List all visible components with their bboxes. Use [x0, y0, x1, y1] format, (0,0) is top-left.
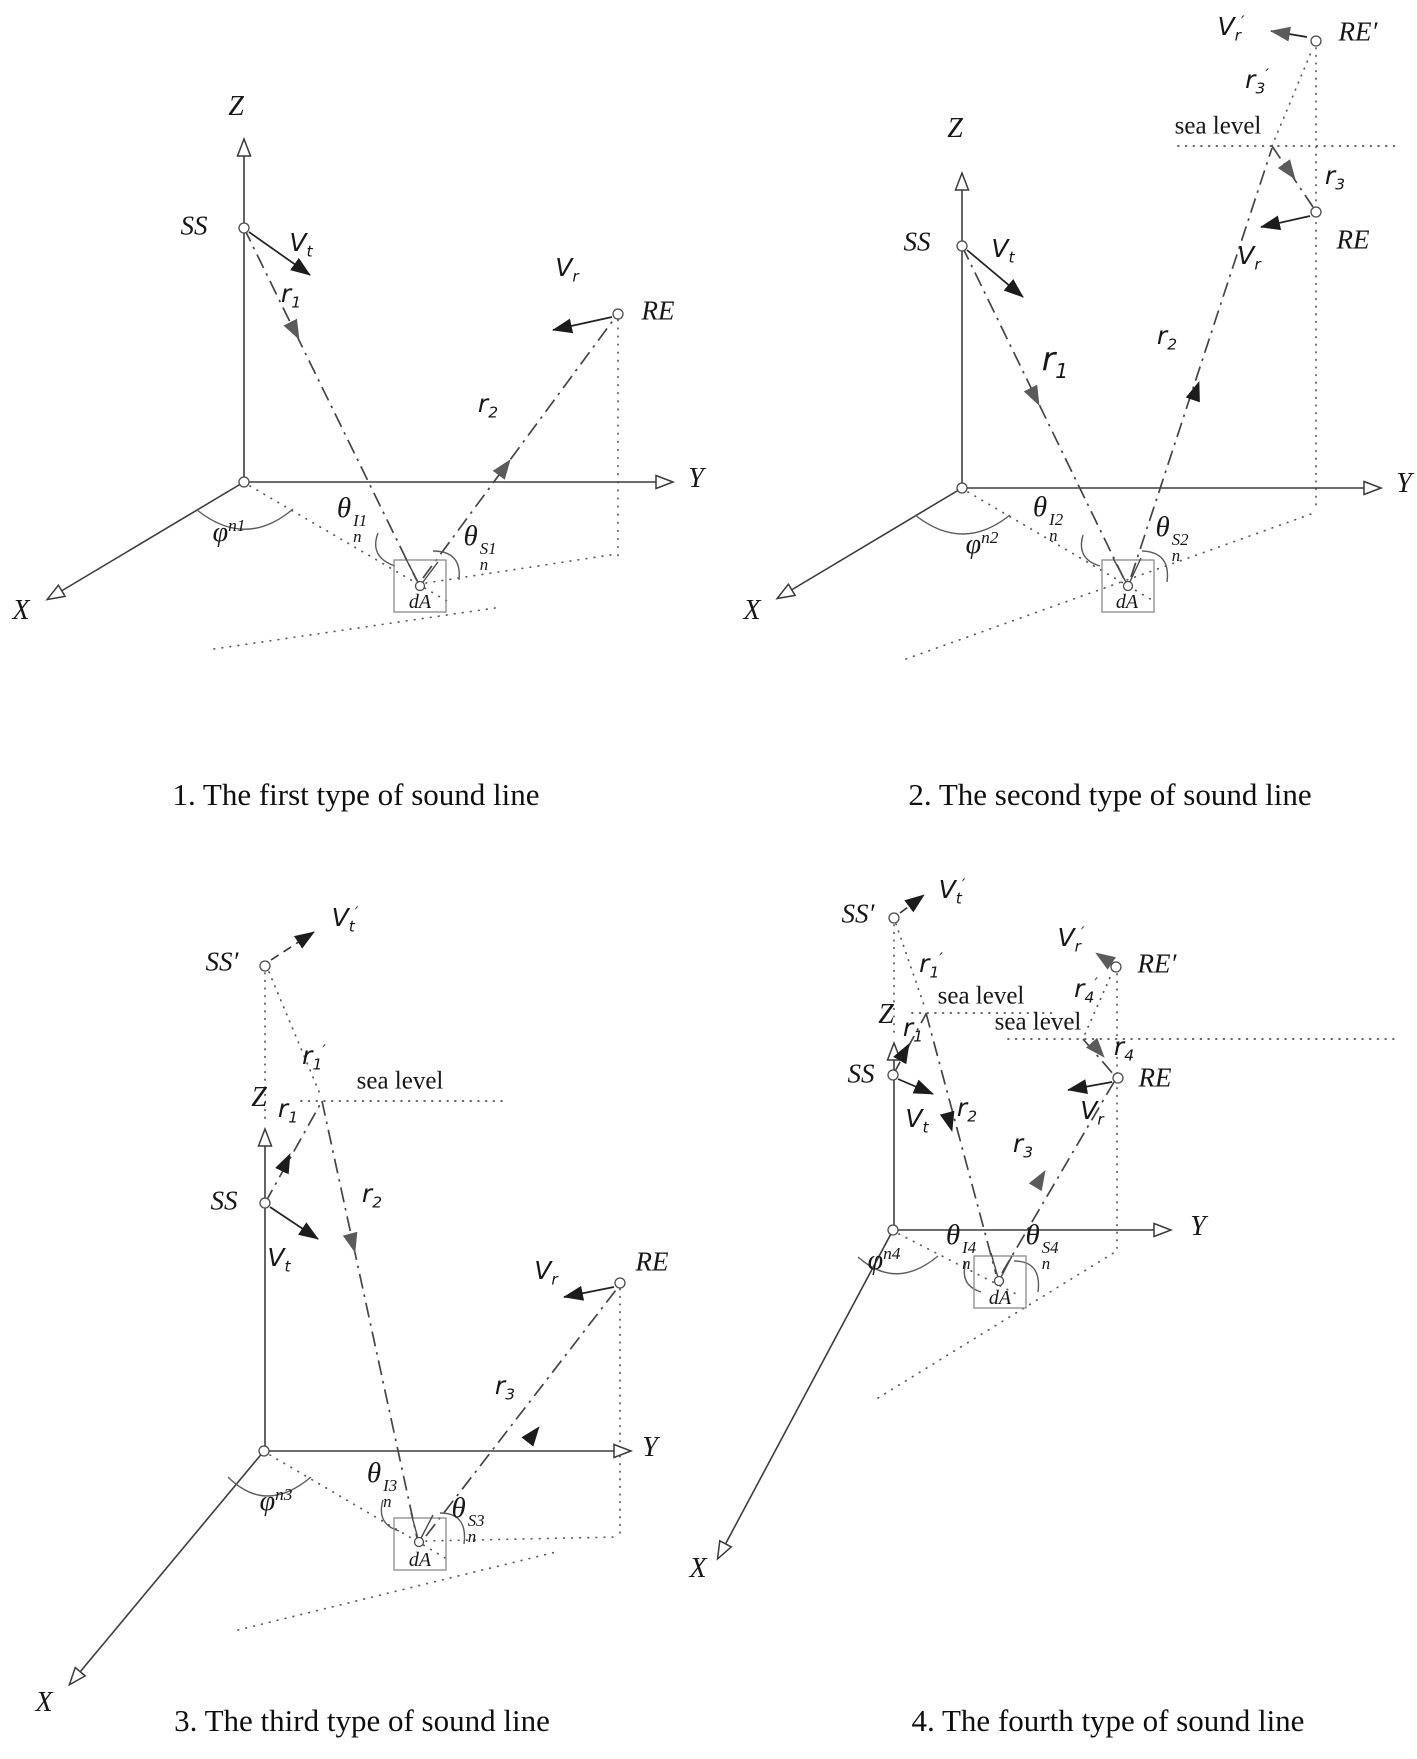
- first-type-theta-i1-label: θ I1 n: [336, 491, 368, 546]
- ray-r2-arrowhead: [348, 1226, 355, 1252]
- second-type-vr-label: $V_r$: [1237, 241, 1261, 274]
- x-axis: [70, 1451, 264, 1684]
- third-type-r3-label: $r_3$: [494, 1371, 516, 1404]
- caption-first-type: 1. The first type of sound line: [172, 777, 540, 812]
- vector-vr-prime: [1096, 953, 1108, 961]
- caption-second-type: 2. The second type of sound line: [908, 777, 1312, 812]
- ss-prime-point: [260, 961, 270, 971]
- fourth-type-ss-label: SS: [847, 1058, 875, 1089]
- vector-vr: [553, 317, 612, 330]
- x-axis: [778, 488, 962, 598]
- third-type-r2-label: $r_2$: [361, 1179, 383, 1212]
- first-type-r2-label: $r_2$: [477, 389, 499, 422]
- ray-r1-arrowhead: [281, 1154, 290, 1173]
- ray-r1-arrowhead: [286, 314, 299, 339]
- fourth-type-da-label: dA: [988, 1287, 1012, 1309]
- ss-prime-point: [889, 913, 899, 923]
- third-type-sea-level-label: sea level: [356, 1067, 444, 1095]
- re-prime-point: [1111, 962, 1121, 972]
- angle-theta-i-arc: [376, 533, 395, 566]
- x-axis: [718, 1230, 893, 1558]
- first-type-ss-label: SS: [180, 210, 208, 241]
- third-type-r1-prime-label: $r_1'$: [302, 1041, 326, 1074]
- third-type-phi-n3-label: $\varphi^{n3}$: [259, 1485, 293, 1517]
- fourth-type-r1-label: $r_1$: [902, 1013, 924, 1046]
- fourth-type-vr-prime-label: $V_r'$: [1057, 923, 1085, 956]
- vector-vt-prime: [900, 895, 924, 913]
- second-type-re-prime-label: RE′: [1338, 16, 1378, 47]
- da-point: [415, 1538, 424, 1547]
- da-point: [995, 1277, 1004, 1286]
- third-type-y-axis-label: Y: [642, 1432, 658, 1463]
- ray-r4: [1083, 1039, 1114, 1075]
- second-type-y-axis-label: Y: [1396, 468, 1412, 499]
- fourth-type-sea-level-1-label: sea level: [937, 982, 1025, 1010]
- ray-r2-arrowhead: [496, 460, 510, 479]
- re-point: [615, 1278, 625, 1288]
- re-point: [1113, 1073, 1123, 1083]
- vector-vr: [564, 1287, 614, 1297]
- fourth-type-vt-label: $V_t$: [905, 1104, 929, 1137]
- first-type-x-axis-label: X: [12, 595, 30, 626]
- first-type-r1-label: $r_1$: [280, 279, 302, 312]
- second-type-ss-label: SS: [903, 226, 931, 257]
- second-type-sea-level-label: sea level: [1174, 112, 1262, 140]
- third-type-re-label: RE: [635, 1246, 669, 1277]
- third-type-ss-prime-label: SS′: [205, 946, 239, 977]
- second-type-theta-i2-label: θ I2 n: [1032, 490, 1064, 545]
- ray-r3-arrowhead: [525, 1427, 539, 1445]
- fourth-type-vt-prime-label: $V_t'$: [938, 875, 966, 908]
- angle-theta-i-arc: [1081, 535, 1100, 566]
- fourth-type-r2-label: $r_2$: [956, 1093, 978, 1126]
- re-point: [613, 309, 623, 319]
- ss-point: [888, 1070, 898, 1080]
- first-type-theta-s1-label: θ S1 n: [463, 519, 497, 574]
- second-type-r3-label: $r_3$: [1324, 161, 1346, 194]
- ss-point: [239, 223, 249, 233]
- origin-point: [239, 477, 249, 487]
- first-type-z-axis-label: Z: [228, 91, 244, 122]
- third-type-z-axis-label: Z: [251, 1082, 267, 1113]
- fourth-type-re-prime-label: RE′: [1137, 948, 1177, 979]
- fourth-type-r4-label: $r_4$: [1113, 1032, 1135, 1065]
- ray-r2: [423, 319, 614, 578]
- diagram-second-type: [778, 31, 1398, 659]
- ray-r1-prime: [269, 972, 320, 1094]
- da-point: [416, 582, 425, 591]
- diagram-first-type: [48, 140, 672, 649]
- plane-edge: [238, 1549, 556, 1630]
- diagram-third-type: [70, 932, 630, 1684]
- first-type-phi-n1-label: $\varphi^{n1}$: [212, 516, 246, 548]
- vector-vt-prime: [271, 932, 314, 960]
- second-type-vt-label: $V_t$: [991, 234, 1015, 267]
- vector-vr-prime: [1271, 31, 1307, 37]
- ray-r2: [1131, 148, 1272, 577]
- first-type-re-label: RE: [641, 295, 675, 326]
- da-point: [1124, 582, 1133, 591]
- fourth-type-r3-label: $r_3$: [1012, 1129, 1034, 1162]
- first-type-vt-label: $V_t$: [289, 228, 313, 261]
- vector-vr: [1261, 216, 1310, 227]
- re-point: [1311, 207, 1321, 217]
- fourth-type-vr-label: $V_r$: [1080, 1096, 1104, 1129]
- fourth-type-y-axis-label: Y: [1190, 1211, 1206, 1242]
- ray-r3-arrowhead: [1033, 1171, 1045, 1191]
- plane-edge: [214, 608, 495, 649]
- third-type-r1-label: $r_1$: [277, 1094, 299, 1127]
- second-type-vr-prime-label: $V_r'$: [1217, 12, 1245, 45]
- ray-r3-prime: [1272, 50, 1312, 146]
- second-type-r3-prime-label: $r_3'$: [1245, 65, 1269, 98]
- vector-vt: [270, 1207, 318, 1239]
- third-type-vt-label: $V_t$: [267, 1243, 291, 1276]
- origin-point: [888, 1225, 898, 1235]
- fourth-type-x-axis-label: X: [689, 1553, 707, 1584]
- fourth-type-sea-level-2-label: sea level: [994, 1008, 1082, 1036]
- caption-fourth-type: 4. The fourth type of sound line: [911, 1703, 1305, 1738]
- origin-point: [259, 1446, 269, 1456]
- fourth-type-z-axis-label: Z: [878, 999, 894, 1030]
- second-type-phi-n2-label: $\varphi^{n2}$: [965, 528, 999, 560]
- second-type-theta-s2-label: θ S2 n: [1155, 510, 1189, 565]
- fourth-type-r4-prime-label: $r_4'$: [1074, 974, 1098, 1007]
- second-type-r2-label: $r_2$: [1156, 321, 1178, 354]
- third-type-vt-prime-label: $V_t'$: [331, 903, 359, 936]
- ss-point: [957, 241, 967, 251]
- first-type-y-axis-label: Y: [688, 463, 704, 494]
- fourth-type-theta-i4-label: θ I4 n: [945, 1218, 977, 1273]
- second-type-r1-label: $r_1$: [1041, 339, 1069, 383]
- second-type-da-label: dA: [1115, 591, 1139, 613]
- ss-point: [260, 1198, 270, 1208]
- re-prime-point: [1311, 36, 1321, 46]
- ray-r1-arrowhead: [1026, 379, 1039, 405]
- vector-vt: [898, 1079, 933, 1094]
- fourth-type-ss-prime-label: SS′: [841, 898, 875, 929]
- fourth-type-r1-prime-label: $r_1'$: [919, 949, 943, 982]
- first-type-da-label: dA: [408, 591, 432, 613]
- fourth-type-phi-n4-label: $\varphi^{n4}$: [867, 1244, 901, 1276]
- origin-point: [957, 483, 967, 493]
- third-type-vr-label: $V_r$: [534, 1256, 558, 1289]
- fourth-type-theta-s4-label: θ S4 n: [1025, 1218, 1059, 1273]
- first-type-vr-label: $V_r$: [555, 253, 579, 286]
- third-type-theta-i3-label: θ I3 n: [366, 1456, 398, 1511]
- caption-third-type: 3. The third type of sound line: [174, 1703, 550, 1738]
- third-type-da-label: dA: [408, 1549, 432, 1571]
- second-type-re-label: RE: [1336, 224, 1370, 255]
- ray-r3-arrowhead: [1282, 161, 1295, 179]
- fourth-type-re-label: RE: [1138, 1062, 1172, 1093]
- ray-r3: [1272, 146, 1313, 207]
- second-type-z-axis-label: Z: [947, 113, 963, 144]
- third-type-x-axis-label: X: [35, 1687, 53, 1718]
- third-type-theta-s3-label: θ S3 n: [451, 1491, 485, 1546]
- second-type-x-axis-label: X: [743, 595, 761, 626]
- ray-r1-arrowhead: [900, 1044, 909, 1060]
- third-type-ss-label: SS: [210, 1185, 238, 1216]
- ray-r1: [244, 228, 417, 581]
- vector-vr: [1068, 1082, 1112, 1090]
